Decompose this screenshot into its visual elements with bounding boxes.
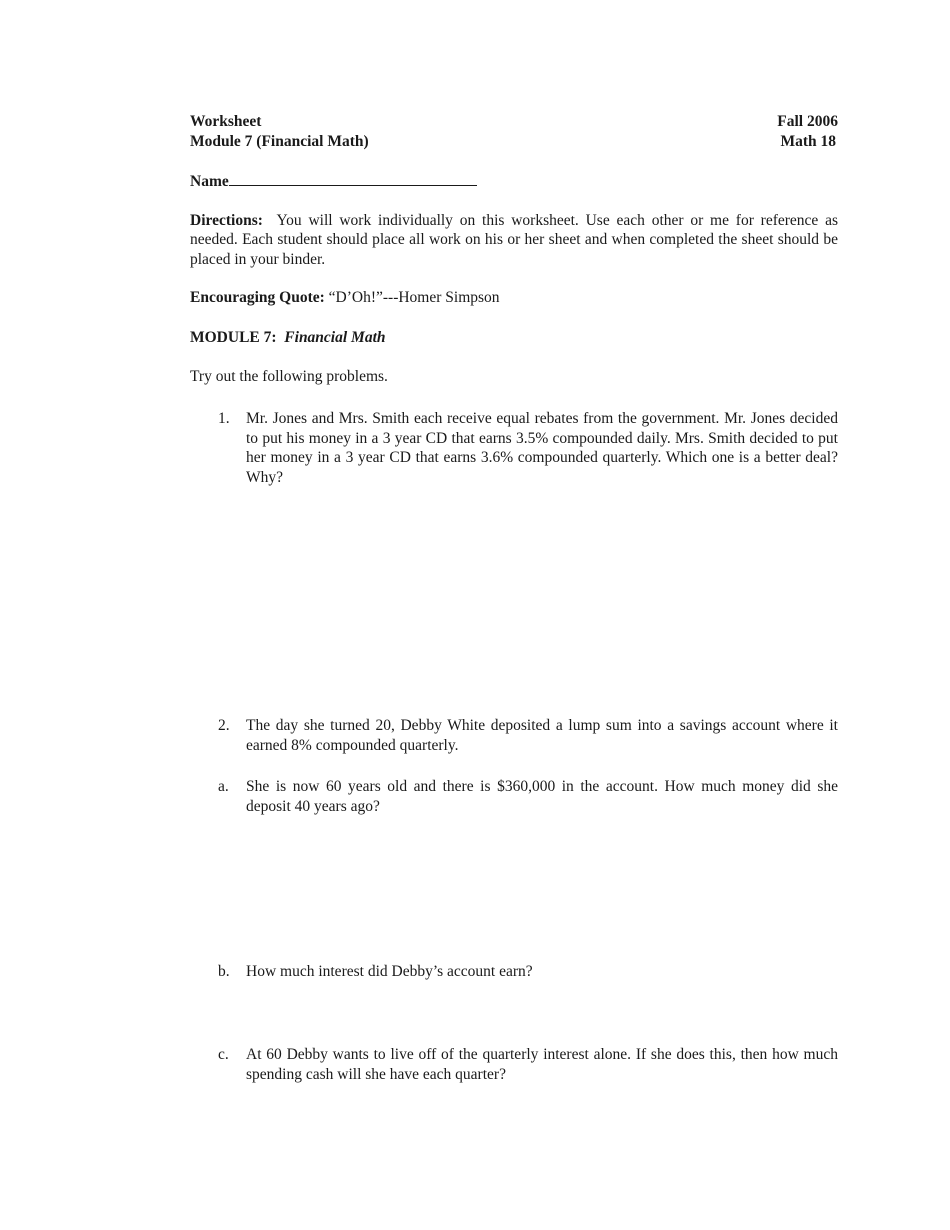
header-row-1 — [190, 112, 838, 132]
problem-2c-text: At 60 Debby wants to live off of the quarterly interest alone. If she does this, then how much spending cash will she have each quarter? — [246, 1046, 838, 1083]
problem-1-text: Mr. Jones and Mrs. Smith each receive equal rebates from the government. Mr. Jones decided to put his money in a 3 year CD that earns 3.5% compounded daily. Mrs. Smith decided to put her money in a 3 year CD that earns 3.6% compounded quarterly. Which one is a better deal? Why? — [246, 410, 838, 486]
directions-paragraph — [190, 211, 838, 270]
header-row-2 — [190, 132, 838, 152]
problem-2b — [218, 962, 838, 982]
problem-1 — [218, 409, 838, 487]
problem-1-marker: 1. — [218, 410, 230, 427]
directions-label: Directions: — [190, 211, 263, 229]
worksheet-label: Worksheet — [190, 113, 262, 130]
intro-text: Try out the following problems. — [190, 368, 388, 385]
problem-2b-text: How much interest did Debby’s account earn? — [246, 963, 533, 980]
module-label: MODULE 7: — [190, 328, 277, 346]
name-label: Name — [190, 173, 229, 190]
module-subject: Financial Math — [284, 328, 386, 346]
course-label: Math 18 — [780, 132, 836, 150]
problem-2-marker: 2. — [218, 717, 230, 734]
problem-2-text: The day she turned 20, Debby White deposited a lump sum into a savings account where it earned 8% compounded quarterly. — [246, 717, 838, 754]
directions-text: You will work individually on this worksheet. Use each other or me for reference as needed. Each student should place all work on his or her sheet and when completed the sheet should be placed in your binder. — [190, 211, 839, 268]
quote-paragraph — [190, 288, 838, 308]
problem-2b-marker: b. — [218, 963, 230, 980]
term-label: Fall 2006 — [777, 113, 838, 130]
module-title — [190, 328, 838, 348]
problem-2a-marker: a. — [218, 778, 229, 795]
problem-2 — [218, 716, 838, 755]
problem-2c-marker: c. — [218, 1046, 229, 1063]
name-field[interactable] — [190, 171, 838, 192]
name-underline[interactable] — [229, 171, 477, 186]
quote-text: “D’Oh!”---Homer Simpson — [328, 289, 500, 306]
worksheet-page — [190, 112, 838, 387]
module-heading: Module 7 (Financial Math) — [190, 132, 369, 150]
problem-2a-text: She is now 60 years old and there is $360,000 in the account. How much money did she deposit 40 years ago? — [246, 778, 838, 815]
quote-label: Encouraging Quote: — [190, 289, 325, 306]
problem-2a — [218, 777, 838, 816]
problem-2c — [218, 1045, 838, 1084]
